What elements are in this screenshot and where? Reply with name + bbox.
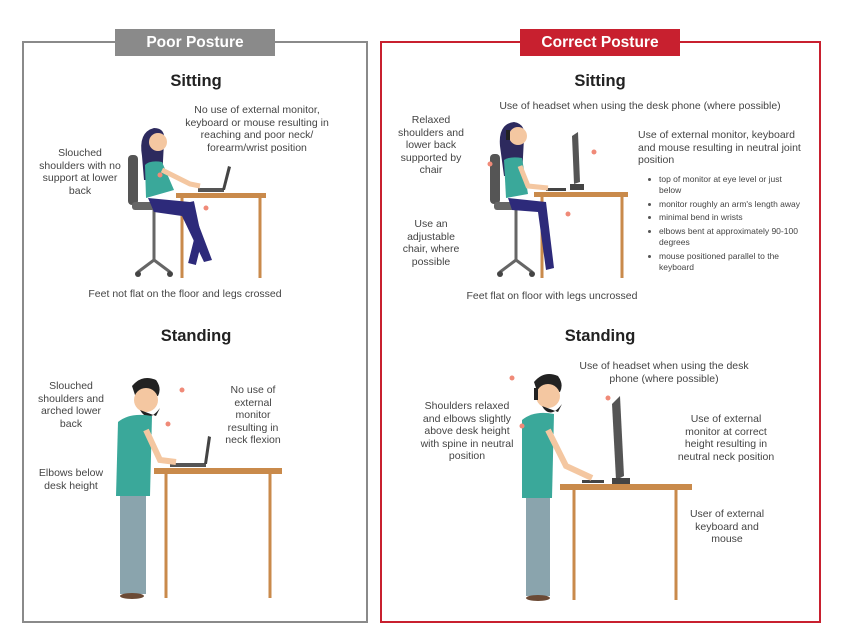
monitor [572, 132, 580, 184]
correct-standing-heading: Standing [564, 327, 636, 345]
desk-top [154, 468, 282, 474]
poor-sitting-heading: Sitting [170, 72, 222, 90]
headset [506, 130, 510, 140]
correct-standing-monitor-note: Use of external monitor at correct height resulting in neutral neck position [677, 413, 775, 463]
legs [148, 198, 212, 262]
monitor [612, 396, 624, 480]
correct-sitting-headset-note: Use of headset when using the desk phone (where possible) [499, 100, 781, 112]
pants [526, 498, 550, 596]
torso [145, 161, 174, 198]
shirt [522, 413, 554, 498]
desk-top [560, 484, 692, 490]
poor-standing-heading: Standing [160, 327, 232, 345]
poor-sitting-shoulders-note: Slouched shoulders with no support at lower back [39, 147, 121, 197]
shirt [116, 415, 152, 496]
bullet-item: minimal bend in wrists [646, 212, 806, 223]
laptop-screen [222, 166, 231, 190]
bullet-item: mouse positioned parallel to the keyboard [646, 251, 806, 273]
chair-back [128, 155, 138, 205]
correct-posture-tag: Correct Posture [520, 29, 680, 56]
poor-standing-monitor-note: No use of external monitor resulting in neck flexion [225, 384, 281, 447]
headset [534, 388, 538, 400]
bullet-item: monitor roughly an arm's length away [646, 199, 806, 210]
poor-standing-elbows-note: Elbows below desk height [38, 467, 104, 492]
correct-standing-shoulders-note: Shoulders relaxed and elbows slightly above desk height with spine in neutral position [420, 400, 514, 463]
correct-sitting-chair-note: Use an adjustable chair, where possible [402, 218, 460, 268]
keyboard [582, 480, 604, 483]
desk-top [534, 192, 628, 197]
poor-standing-illustration [110, 372, 290, 602]
correct-sitting-feet-note: Feet flat on floor with legs uncrossed [466, 290, 638, 302]
laptop-screen [204, 436, 211, 464]
bullet-item: top of monitor at eye level or just below [646, 174, 806, 196]
correct-sitting-monitor-note: Use of external monitor, keyboard and mouse resulting in neutral joint position [638, 129, 801, 167]
correct-sitting-illustration [484, 118, 634, 283]
correct-standing-keyboard-note: User of external keyboard and mouse [689, 508, 765, 546]
correct-sitting-monitor-bullets [646, 174, 806, 275]
correct-sitting-heading: Sitting [574, 72, 626, 90]
poor-sitting-illustration [120, 120, 280, 280]
pants [120, 496, 146, 594]
poor-sitting-feet-note: Feet not flat on the floor and legs crossed [88, 288, 282, 300]
correct-standing-headset-note: Use of headset when using the desk phone (where possible) [579, 360, 749, 385]
poor-sitting-monitor-note: No use of external monitor, keyboard or mouse resulting in reaching and poor neck/ forearm/wrist position [185, 104, 329, 154]
correct-sitting-shoulders-note: Relaxed shoulders and lower back supported by chair [398, 114, 464, 177]
correct-standing-illustration [508, 370, 698, 605]
desk-top [176, 193, 266, 198]
bullet-item: elbows bent at approximately 90-100 degrees [646, 226, 806, 248]
chair-back [490, 154, 500, 204]
keyboard [546, 188, 566, 191]
poor-posture-tag: Poor Posture [115, 29, 275, 56]
poor-standing-shoulders-note: Slouched shoulders and arched lower back [38, 380, 104, 430]
